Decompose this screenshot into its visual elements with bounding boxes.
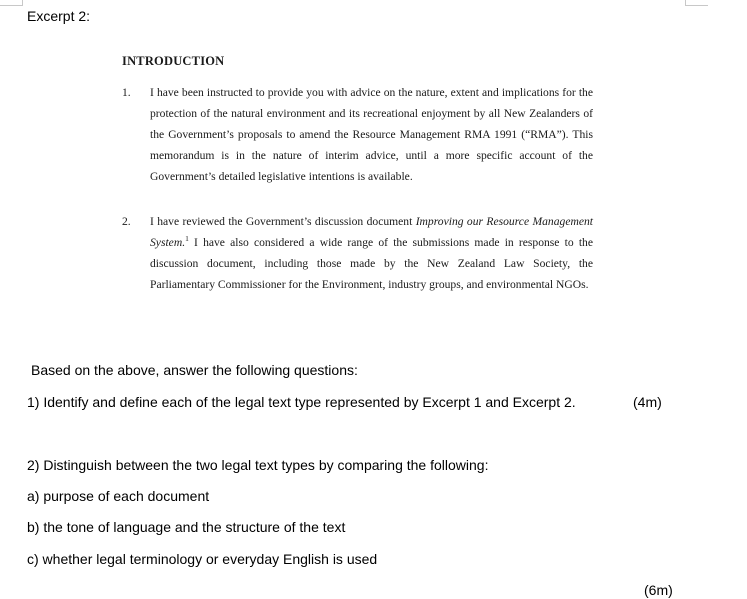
paragraph-text-lead: I have reviewed the Government’s discussion document: [150, 215, 416, 228]
questions-intro: Based on the above, answer the following questions:: [31, 362, 358, 378]
question-2a: a) purpose of each document: [27, 488, 210, 504]
paragraph-number: 2.: [122, 215, 131, 228]
question-1: 1) Identify and define each of the legal text type represented by Excerpt 1 and Excerpt 2.: [27, 394, 576, 410]
footnote-reference: 1: [185, 234, 189, 244]
excerpt-label: Excerpt 2:: [27, 8, 91, 24]
paragraph-text: I have been instructed to provide you with advice on the nature, extent and implications for the protection of the natural environment and its recreational enjoyment by all New Zealanders of the Government’s proposals to amend the Resource Management RMA 1991 (“RMA”). This memorandum is in the nature of interim advice, until a more specific account of the Government’s detailed legislative intentions is available.: [150, 86, 593, 183]
crop-mark-top-right: [685, 0, 708, 6]
crop-mark-top-left: [0, 0, 23, 6]
question-1-marks: (4m): [633, 394, 662, 410]
excerpt-heading: INTRODUCTION: [122, 54, 225, 68]
document-title: Improving our Resource Management System.: [150, 215, 593, 249]
question-2c: c) whether legal terminology or everyday English is used: [27, 551, 378, 567]
question-2: 2) Distinguish between the two legal text types by comparing the following:: [27, 457, 489, 473]
paragraph-text: [150, 211, 593, 295]
paragraph-text-rest: I have also considered a wide range of the submissions made in response to the discussion document, including those made by the New Zealand Law Society, the Parliamentary Commissioner for the Environment, industry groups, and environmental NGOs.: [150, 236, 593, 291]
excerpt-scan: [122, 52, 602, 291]
question-2-marks: (6m): [644, 582, 673, 598]
question-2b: b) the tone of language and the structure of the text: [27, 519, 346, 535]
paragraph-number: 1.: [122, 86, 131, 99]
